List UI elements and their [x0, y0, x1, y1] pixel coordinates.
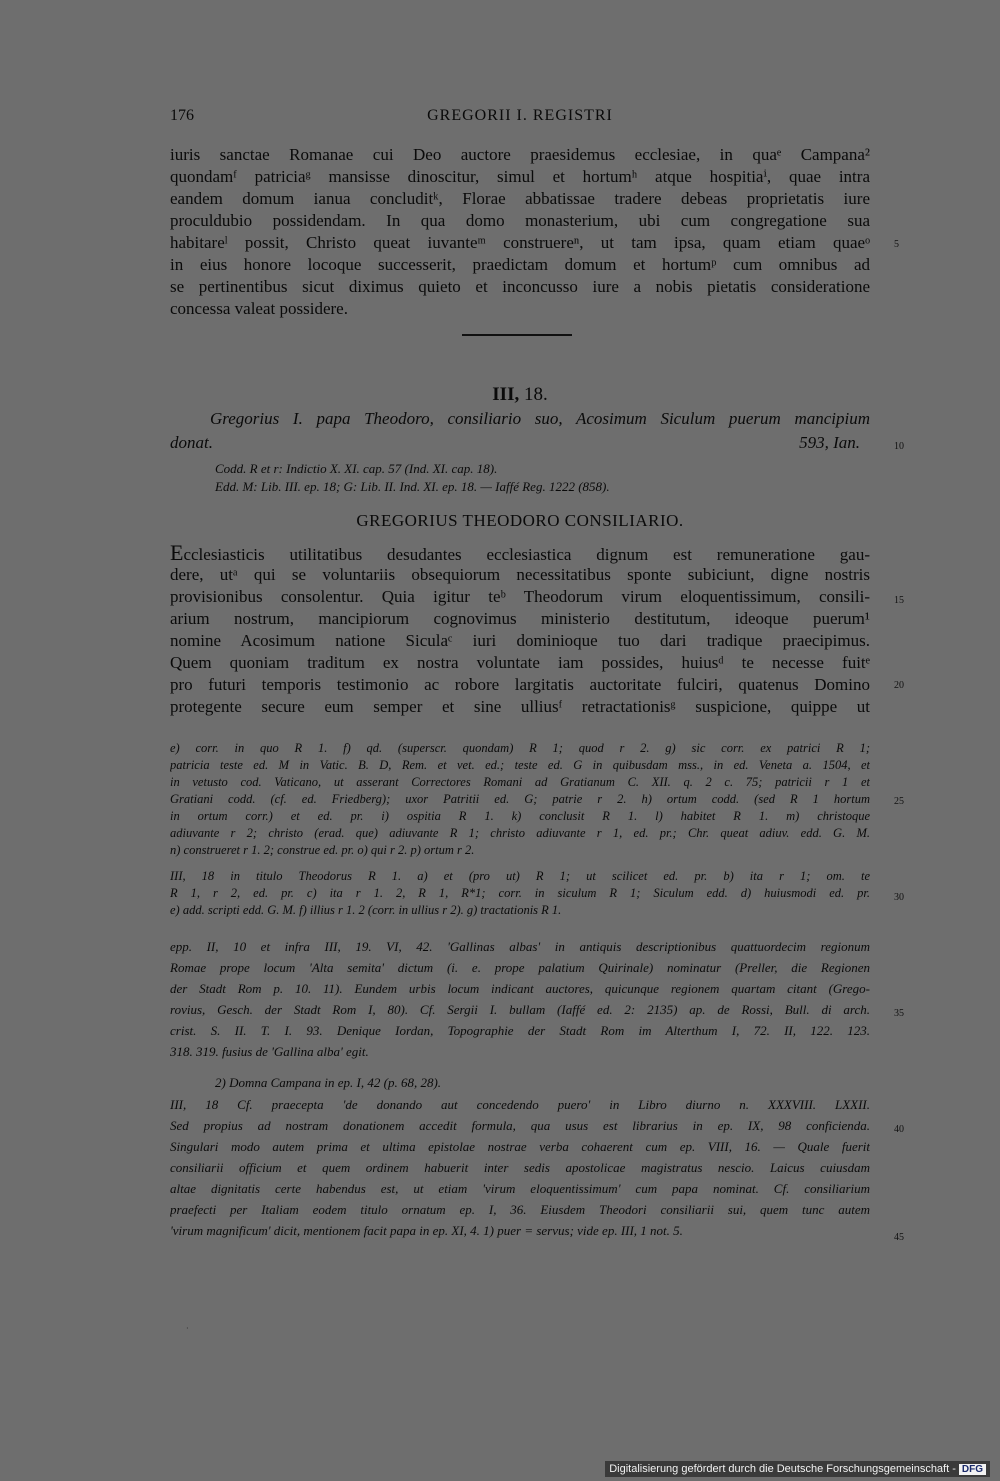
text-line: arium nostrum, mancipiorum cognovimus ministerio destitutum, ideoque puerum¹ [170, 609, 870, 628]
salutation: GREGORIUS THEODORO CONSILIARIO. [356, 511, 684, 530]
line-number: 20 [894, 680, 904, 691]
letter-date: 593, Ian. [799, 433, 860, 452]
apparatus-line: R 1, r 2, ed. pr. c) ita r 1. 2, R 1, R*1; corr. in siculum R 1; Siculum edd. d) huiusmodi ed. pr. [170, 886, 870, 900]
commentary-line: III, 18 Cf. praecepta 'de donando aut concedendo puero' in Libro diurno n. XXXVIII. LXXII. [170, 1097, 870, 1112]
line-number: 10 [894, 441, 904, 452]
commentary-block-3 [170, 1094, 870, 1241]
line-number: 40 [894, 1124, 904, 1135]
running-header [170, 107, 870, 129]
rubric-line: Gregorius I. papa Theodoro, consiliario suo, Acosimum Siculum puerum mancipium [210, 409, 870, 428]
codices-line: Codd. R et r: Indictio X. XI. cap. 57 (Ind. XI. cap. 18). [215, 461, 498, 476]
dfg-logo: DFG [959, 1464, 986, 1475]
text-line: se pertinentibus sicut diximus quieto et inconcusso iure a nobis pietatis consideratione [170, 277, 870, 296]
apparatus-line: e) add. scripti edd. G. M. f) illius r 1. 2 (corr. in ullius r 2). g) tractationis R 1. [170, 903, 562, 917]
page-number: 176 [170, 107, 194, 124]
commentary-line: Singulari modo autem prima et ultima epistolae nostrae verba cohaerent cum ep. VIII, 16. — Quale fuerit [170, 1139, 870, 1154]
text-line: provisionibus consolentur. Quia igitur teᵇ Theodorum virum eloquentissimum, consili- [170, 587, 870, 606]
line-number: 35 [894, 1008, 904, 1019]
commentary-line: 318. 319. fusius de 'Gallina alba' egit. [170, 1044, 369, 1059]
apparatus-line: adiuvante r 2; christo (erad. que) adiuvante R 1; christo adiuvante r 1, ed. pr.; Chr. queat adiuv. edd. G. M. [170, 826, 870, 840]
line-number: 5 [894, 239, 899, 250]
apparatus-line: in ortum corr.) et ed. pr. i) ospitia R 1. k) conclusit R 1. l) habitet R 1. m) christoque [170, 809, 870, 823]
text-line: in eius honore locoque successerit, praedictam domum et hortumᵖ cum omnibus ad [170, 255, 870, 274]
letter-number [170, 384, 870, 406]
line-number: 30 [894, 892, 904, 903]
apparatus-line: e) corr. in quo R 1. f) qd. (superscr. quondam) R 1; quod r 2. g) sic corr. ex patrici R 1; [170, 741, 870, 755]
editions-line: Edd. M: Lib. III. ep. 18; G: Lib. II. Ind. XI. ep. 18. — Iaffé Reg. 1222 (858). [215, 479, 610, 494]
text-line: dere, utᵃ qui se voluntariis obsequiorum necessitatibus sponte subiciunt, digne nostris [170, 565, 870, 584]
commentary-line: 2) Domna Campana in ep. I, 42 (p. 68, 28). [215, 1075, 442, 1090]
commentary-line: rovius, Gesch. der Stadt Rom I, 80). Cf. Sergii I. bullam (Iaffé ed. 2: 2135) ap. de Rossi, Bull. di arch. [170, 1002, 870, 1017]
apparatus-line: patricia teste ed. M in Vatic. B. D, Rem. et vet. ed.; teste ed. G in quibusdam mss., in ed. Veneta a. 1504, et [170, 758, 870, 772]
critical-apparatus [170, 740, 870, 859]
commentary-line: praefecti per Italiam eodem titulo ornatum ep. I, 36. Eiusdem Theodori consiliarii sui, quem tunc autem [170, 1202, 870, 1217]
rubric-line: donat. [170, 433, 213, 452]
text-line: concessa valeat possidere. [170, 299, 348, 318]
running-title: GREGORII I. REGISTRI [427, 107, 613, 124]
commentary-line: Sed propius ad nostram donationem accedit formula, qua usus est librarius in ep. IX, 98 conficienda. [170, 1118, 870, 1133]
text-line: habitareˡ possit, Christo queat iuvanteᵐ construereⁿ, ut tam ipsa, quam etiam quaeᵒ [170, 233, 870, 252]
line-number: 25 [894, 796, 904, 807]
text-line: Quem quoniam traditum ex nostra voluntate iam possides, huiusᵈ te necesse fuitᵉ [170, 653, 870, 672]
dfg-footer [605, 1461, 990, 1477]
text-line: proculdubio possidendam. In qua domo monasterium, ubi cum congregatione sua [170, 211, 870, 230]
section-divider [462, 334, 572, 336]
apparatus-line: III, 18 in titulo Theodorus R 1. a) et (pro ut) R 1; ut scilicet ed. pr. b) ita r 1; om. te [170, 869, 870, 883]
commentary-line: epp. II, 10 et infra III, 19. VI, 42. 'Gallinas albas' in antiquis descriptionibus quattuordecim regionum [170, 939, 870, 954]
apparatus-line: in vetusto cod. Vaticano, ut asserant Correctores Romani ad Gratianum C. XII. q. 2 c. 75; patricii r 1 et [170, 775, 870, 789]
text-line-rest: cclesiasticis utilitatibus desudantes ecclesiastica dignum est remuneratione gau- [183, 545, 870, 564]
text-line: iuris sanctae Romanae cui Deo auctore praesidemus ecclesiae, in quaᵉ Campana² [170, 145, 870, 164]
footer-text: Digitalisierung gefördert durch die Deutsche Forschungsgemeinschaft - [609, 1463, 956, 1475]
text-line: nomine Acosimum natione Siculaᶜ iuri dominioque tuo dari tradique praecipimus. [170, 631, 870, 650]
letter-number-main: III, [492, 384, 520, 405]
text-line: protegente secure eum semper et sine ulliusᶠ retractationisᵍ suspicione, quippe ut [170, 697, 870, 716]
text-line: pro futuri temporis testimonio ac robore largitatis auctoritate fulciri, quatenus Domino [170, 675, 870, 694]
commentary-note-2 [215, 1072, 870, 1093]
initial-letter: E [170, 542, 184, 564]
scan-mark: · [186, 1324, 189, 1333]
text-line: quondamᶠ patriciaᵍ mansisse dinoscitur, simul et hortumʰ atque hospitiaⁱ, quae intra [170, 167, 870, 186]
commentary-line: Romae prope locum 'Alta semita' dictum (i. e. prope palatium Quirinale) nominatur (Preller, die Regionen [170, 960, 870, 975]
letter-body [170, 542, 870, 718]
text-line: eandem domum ianua concluditᵏ, Florae abbatissae tradere debeas proprietatis iure [170, 189, 870, 208]
commentary-block [170, 936, 870, 1062]
line-number: 15 [894, 595, 904, 606]
critical-apparatus-2 [170, 868, 870, 919]
line-number: 45 [894, 1232, 904, 1243]
letter-number-sub: 18. [519, 384, 548, 405]
commentary-line: crist. S. II. T. I. 93. Denique Iordan, Topographie der Stadt Rom im Alterthum I, 72. II, 122. 123. [170, 1023, 870, 1038]
text-line [170, 542, 870, 564]
commentary-line: consiliarii officium et quem ordinem habuerit inter sedis apostolicae magistratus nescio. Laicus cuiusdam [170, 1160, 870, 1175]
apparatus-line: Gratiani codd. (cf. ed. Friedberg); uxor Patritii ed. G; patrie r 2. h) ortum codd. (sed R 1 hortum [170, 792, 870, 806]
commentary-line: der Stadt Rom p. 10. 11). Eundem urbis locum indicant auctores, quicunque regionem quartam citant (Grego- [170, 981, 870, 996]
top-paragraph [170, 144, 870, 320]
apparatus-line: n) construeret r 1. 2; construe ed. pr. o) qui r 2. p) ortum r 2. [170, 843, 475, 857]
commentary-line: altae dignitatis certe habendus est, ut etiam 'virum eloquentissimum' cum papa nominat. Cf. consiliarium [170, 1181, 870, 1196]
commentary-line: 'virum magnificum' dicit, mentionem facit papa in ep. XI, 4. 1) puer = servus; vide ep. III, 1 not. 5. [170, 1223, 683, 1238]
